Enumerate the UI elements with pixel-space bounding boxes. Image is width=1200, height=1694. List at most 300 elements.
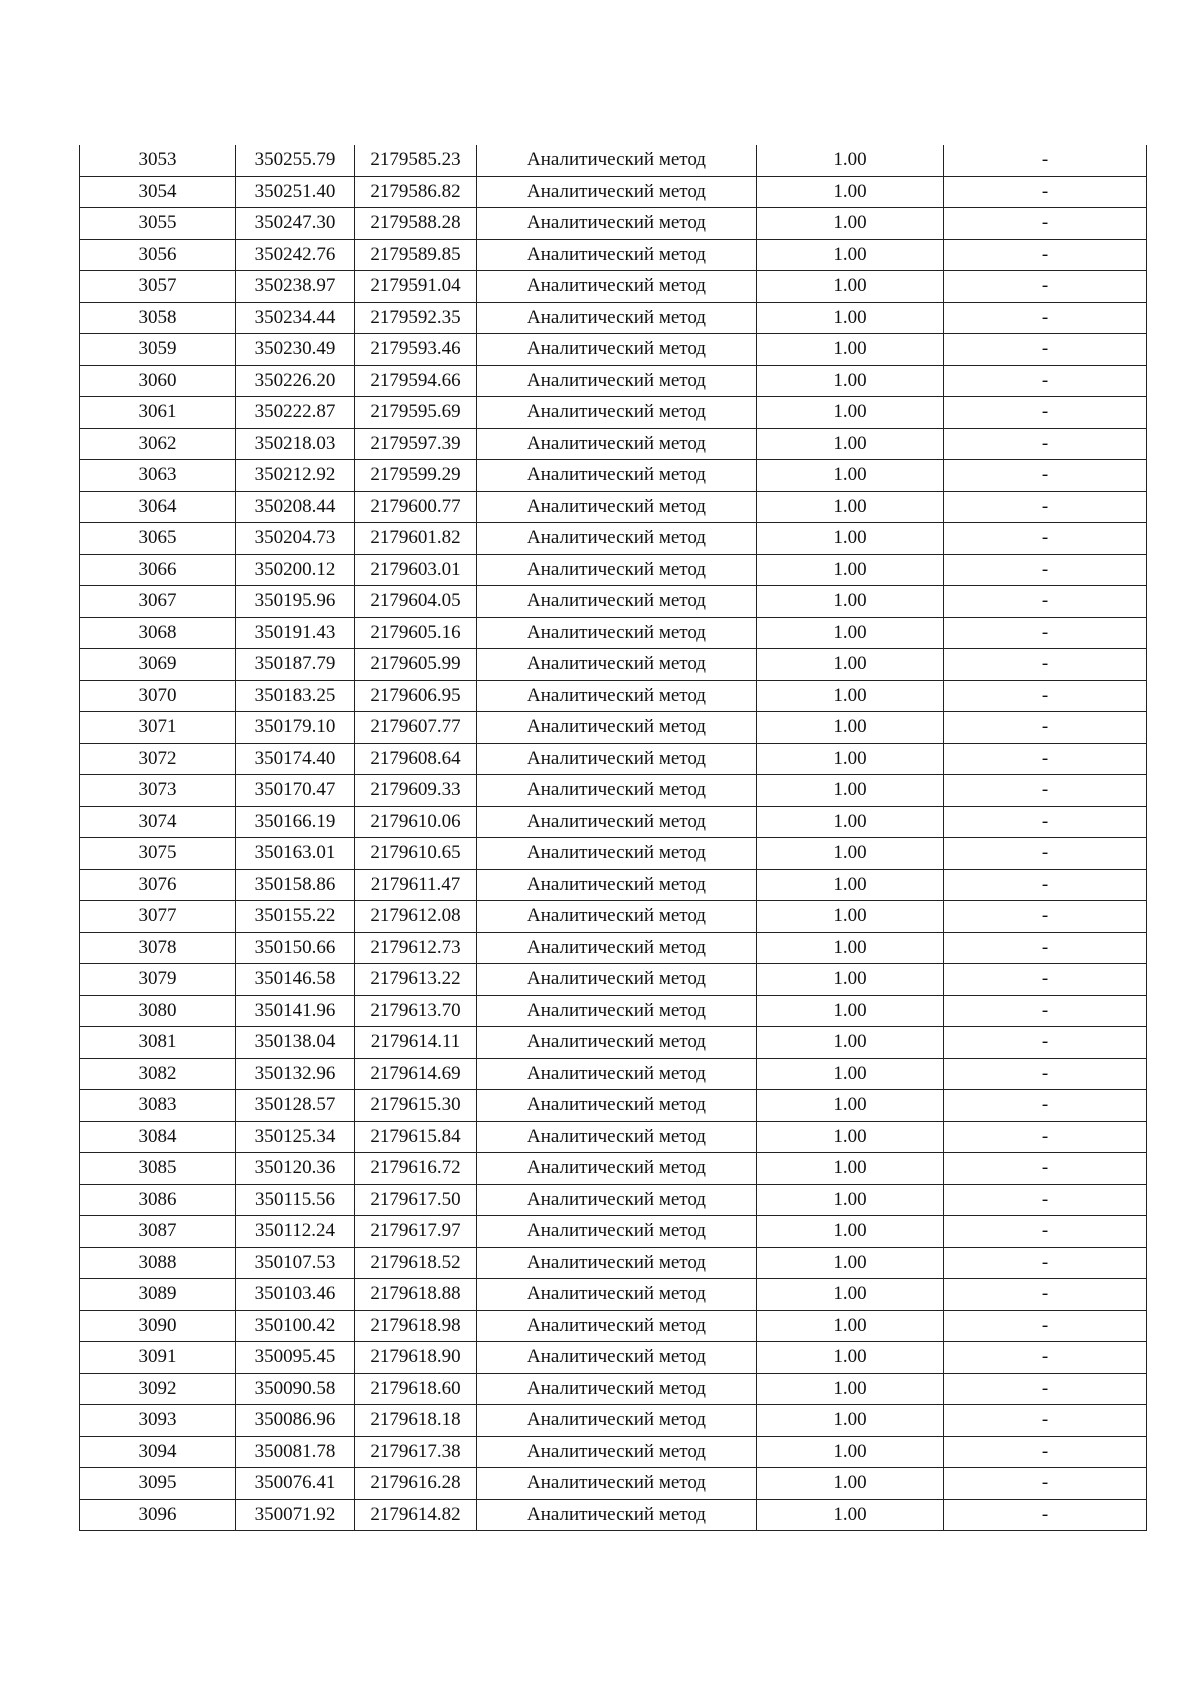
point-number-cell: 3095 <box>80 1468 236 1500</box>
table-row <box>80 1499 1147 1531</box>
method-cell: Аналитический метод <box>477 176 757 208</box>
x-coordinate-cell: 350212.92 <box>236 460 355 492</box>
accuracy-cell: 1.00 <box>757 1373 944 1405</box>
point-number-cell: 3064 <box>80 491 236 523</box>
accuracy-cell: 1.00 <box>757 334 944 366</box>
table-row <box>80 586 1147 618</box>
method-cell: Аналитический метод <box>477 1405 757 1437</box>
accuracy-cell: 1.00 <box>757 932 944 964</box>
point-number-cell: 3085 <box>80 1153 236 1185</box>
accuracy-cell: 1.00 <box>757 239 944 271</box>
y-coordinate-cell: 2179617.97 <box>355 1216 477 1248</box>
point-number-cell: 3076 <box>80 869 236 901</box>
description-cell: - <box>944 743 1147 775</box>
y-coordinate-cell: 2179618.90 <box>355 1342 477 1374</box>
method-cell: Аналитический метод <box>477 302 757 334</box>
accuracy-cell: 1.00 <box>757 1436 944 1468</box>
y-coordinate-cell: 2179618.60 <box>355 1373 477 1405</box>
point-number-cell: 3086 <box>80 1184 236 1216</box>
point-number-cell: 3081 <box>80 1027 236 1059</box>
x-coordinate-cell: 350120.36 <box>236 1153 355 1185</box>
method-cell: Аналитический метод <box>477 145 757 176</box>
x-coordinate-cell: 350251.40 <box>236 176 355 208</box>
method-cell: Аналитический метод <box>477 523 757 555</box>
table-row <box>80 838 1147 870</box>
x-coordinate-cell: 350076.41 <box>236 1468 355 1500</box>
method-cell: Аналитический метод <box>477 208 757 240</box>
point-number-cell: 3075 <box>80 838 236 870</box>
accuracy-cell: 1.00 <box>757 775 944 807</box>
y-coordinate-cell: 2179607.77 <box>355 712 477 744</box>
x-coordinate-cell: 350174.40 <box>236 743 355 775</box>
y-coordinate-cell: 2179617.50 <box>355 1184 477 1216</box>
table-row <box>80 1436 1147 1468</box>
y-coordinate-cell: 2179591.04 <box>355 271 477 303</box>
description-cell: - <box>944 1342 1147 1374</box>
table-row <box>80 995 1147 1027</box>
accuracy-cell: 1.00 <box>757 649 944 681</box>
description-cell: - <box>944 397 1147 429</box>
description-cell: - <box>944 775 1147 807</box>
table-row <box>80 1153 1147 1185</box>
method-cell: Аналитический метод <box>477 491 757 523</box>
method-cell: Аналитический метод <box>477 1247 757 1279</box>
point-number-cell: 3069 <box>80 649 236 681</box>
table-row <box>80 397 1147 429</box>
point-number-cell: 3070 <box>80 680 236 712</box>
y-coordinate-cell: 2179616.72 <box>355 1153 477 1185</box>
table-row <box>80 743 1147 775</box>
description-cell: - <box>944 491 1147 523</box>
method-cell: Аналитический метод <box>477 1468 757 1500</box>
coordinates-table <box>79 145 1147 1531</box>
point-number-cell: 3067 <box>80 586 236 618</box>
table-row <box>80 239 1147 271</box>
y-coordinate-cell: 2179585.23 <box>355 145 477 176</box>
y-coordinate-cell: 2179618.98 <box>355 1310 477 1342</box>
method-cell: Аналитический метод <box>477 775 757 807</box>
x-coordinate-cell: 350183.25 <box>236 680 355 712</box>
method-cell: Аналитический метод <box>477 1373 757 1405</box>
method-cell: Аналитический метод <box>477 365 757 397</box>
description-cell: - <box>944 806 1147 838</box>
method-cell: Аналитический метод <box>477 995 757 1027</box>
accuracy-cell: 1.00 <box>757 869 944 901</box>
description-cell: - <box>944 964 1147 996</box>
x-coordinate-cell: 350081.78 <box>236 1436 355 1468</box>
x-coordinate-cell: 350191.43 <box>236 617 355 649</box>
method-cell: Аналитический метод <box>477 1279 757 1311</box>
x-coordinate-cell: 350230.49 <box>236 334 355 366</box>
table-row <box>80 523 1147 555</box>
y-coordinate-cell: 2179592.35 <box>355 302 477 334</box>
method-cell: Аналитический метод <box>477 1090 757 1122</box>
table-row <box>80 1279 1147 1311</box>
method-cell: Аналитический метод <box>477 334 757 366</box>
description-cell: - <box>944 1499 1147 1531</box>
x-coordinate-cell: 350247.30 <box>236 208 355 240</box>
y-coordinate-cell: 2179603.01 <box>355 554 477 586</box>
y-coordinate-cell: 2179608.64 <box>355 743 477 775</box>
table-row <box>80 1310 1147 1342</box>
y-coordinate-cell: 2179613.70 <box>355 995 477 1027</box>
point-number-cell: 3088 <box>80 1247 236 1279</box>
description-cell: - <box>944 1310 1147 1342</box>
x-coordinate-cell: 350238.97 <box>236 271 355 303</box>
table-row <box>80 712 1147 744</box>
method-cell: Аналитический метод <box>477 743 757 775</box>
table-row <box>80 1058 1147 1090</box>
y-coordinate-cell: 2179605.99 <box>355 649 477 681</box>
method-cell: Аналитический метод <box>477 239 757 271</box>
coordinates-table-body <box>80 145 1147 1531</box>
description-cell: - <box>944 932 1147 964</box>
accuracy-cell: 1.00 <box>757 1279 944 1311</box>
description-cell: - <box>944 1184 1147 1216</box>
point-number-cell: 3087 <box>80 1216 236 1248</box>
method-cell: Аналитический метод <box>477 1342 757 1374</box>
description-cell: - <box>944 586 1147 618</box>
accuracy-cell: 1.00 <box>757 617 944 649</box>
x-coordinate-cell: 350086.96 <box>236 1405 355 1437</box>
y-coordinate-cell: 2179617.38 <box>355 1436 477 1468</box>
table-row <box>80 554 1147 586</box>
description-cell: - <box>944 365 1147 397</box>
point-number-cell: 3089 <box>80 1279 236 1311</box>
description-cell: - <box>944 680 1147 712</box>
accuracy-cell: 1.00 <box>757 397 944 429</box>
table-row <box>80 460 1147 492</box>
accuracy-cell: 1.00 <box>757 176 944 208</box>
method-cell: Аналитический метод <box>477 964 757 996</box>
method-cell: Аналитический метод <box>477 586 757 618</box>
accuracy-cell: 1.00 <box>757 428 944 460</box>
method-cell: Аналитический метод <box>477 806 757 838</box>
accuracy-cell: 1.00 <box>757 145 944 176</box>
x-coordinate-cell: 350103.46 <box>236 1279 355 1311</box>
x-coordinate-cell: 350146.58 <box>236 964 355 996</box>
x-coordinate-cell: 350218.03 <box>236 428 355 460</box>
description-cell: - <box>944 239 1147 271</box>
y-coordinate-cell: 2179597.39 <box>355 428 477 460</box>
x-coordinate-cell: 350195.96 <box>236 586 355 618</box>
point-number-cell: 3091 <box>80 1342 236 1374</box>
y-coordinate-cell: 2179612.73 <box>355 932 477 964</box>
accuracy-cell: 1.00 <box>757 1027 944 1059</box>
description-cell: - <box>944 145 1147 176</box>
x-coordinate-cell: 350150.66 <box>236 932 355 964</box>
description-cell: - <box>944 334 1147 366</box>
description-cell: - <box>944 649 1147 681</box>
y-coordinate-cell: 2179586.82 <box>355 176 477 208</box>
y-coordinate-cell: 2179610.06 <box>355 806 477 838</box>
point-number-cell: 3071 <box>80 712 236 744</box>
description-cell: - <box>944 554 1147 586</box>
accuracy-cell: 1.00 <box>757 523 944 555</box>
accuracy-cell: 1.00 <box>757 554 944 586</box>
x-coordinate-cell: 350107.53 <box>236 1247 355 1279</box>
y-coordinate-cell: 2179618.88 <box>355 1279 477 1311</box>
accuracy-cell: 1.00 <box>757 1468 944 1500</box>
y-coordinate-cell: 2179614.82 <box>355 1499 477 1531</box>
point-number-cell: 3094 <box>80 1436 236 1468</box>
description-cell: - <box>944 1279 1147 1311</box>
method-cell: Аналитический метод <box>477 1216 757 1248</box>
table-row <box>80 491 1147 523</box>
description-cell: - <box>944 302 1147 334</box>
method-cell: Аналитический метод <box>477 397 757 429</box>
method-cell: Аналитический метод <box>477 554 757 586</box>
y-coordinate-cell: 2179606.95 <box>355 680 477 712</box>
x-coordinate-cell: 350115.56 <box>236 1184 355 1216</box>
accuracy-cell: 1.00 <box>757 302 944 334</box>
point-number-cell: 3068 <box>80 617 236 649</box>
accuracy-cell: 1.00 <box>757 995 944 1027</box>
table-row <box>80 680 1147 712</box>
x-coordinate-cell: 350208.44 <box>236 491 355 523</box>
x-coordinate-cell: 350090.58 <box>236 1373 355 1405</box>
x-coordinate-cell: 350128.57 <box>236 1090 355 1122</box>
point-number-cell: 3092 <box>80 1373 236 1405</box>
method-cell: Аналитический метод <box>477 901 757 933</box>
accuracy-cell: 1.00 <box>757 1499 944 1531</box>
point-number-cell: 3057 <box>80 271 236 303</box>
x-coordinate-cell: 350155.22 <box>236 901 355 933</box>
x-coordinate-cell: 350095.45 <box>236 1342 355 1374</box>
accuracy-cell: 1.00 <box>757 743 944 775</box>
method-cell: Аналитический метод <box>477 1121 757 1153</box>
accuracy-cell: 1.00 <box>757 365 944 397</box>
description-cell: - <box>944 995 1147 1027</box>
y-coordinate-cell: 2179604.05 <box>355 586 477 618</box>
table-row <box>80 932 1147 964</box>
y-coordinate-cell: 2179589.85 <box>355 239 477 271</box>
point-number-cell: 3059 <box>80 334 236 366</box>
accuracy-cell: 1.00 <box>757 964 944 996</box>
point-number-cell: 3093 <box>80 1405 236 1437</box>
accuracy-cell: 1.00 <box>757 838 944 870</box>
description-cell: - <box>944 1153 1147 1185</box>
description-cell: - <box>944 523 1147 555</box>
description-cell: - <box>944 1468 1147 1500</box>
y-coordinate-cell: 2179601.82 <box>355 523 477 555</box>
method-cell: Аналитический метод <box>477 869 757 901</box>
method-cell: Аналитический метод <box>477 617 757 649</box>
point-number-cell: 3058 <box>80 302 236 334</box>
description-cell: - <box>944 428 1147 460</box>
x-coordinate-cell: 350166.19 <box>236 806 355 838</box>
table-row <box>80 1216 1147 1248</box>
table-row <box>80 428 1147 460</box>
table-row <box>80 964 1147 996</box>
description-cell: - <box>944 1027 1147 1059</box>
table-row <box>80 271 1147 303</box>
point-number-cell: 3054 <box>80 176 236 208</box>
table-row <box>80 1090 1147 1122</box>
accuracy-cell: 1.00 <box>757 1342 944 1374</box>
point-number-cell: 3055 <box>80 208 236 240</box>
accuracy-cell: 1.00 <box>757 1153 944 1185</box>
accuracy-cell: 1.00 <box>757 1090 944 1122</box>
description-cell: - <box>944 1216 1147 1248</box>
x-coordinate-cell: 350100.42 <box>236 1310 355 1342</box>
x-coordinate-cell: 350226.20 <box>236 365 355 397</box>
method-cell: Аналитический метод <box>477 932 757 964</box>
accuracy-cell: 1.00 <box>757 806 944 838</box>
y-coordinate-cell: 2179618.52 <box>355 1247 477 1279</box>
accuracy-cell: 1.00 <box>757 901 944 933</box>
x-coordinate-cell: 350170.47 <box>236 775 355 807</box>
y-coordinate-cell: 2179600.77 <box>355 491 477 523</box>
description-cell: - <box>944 712 1147 744</box>
table-row <box>80 334 1147 366</box>
point-number-cell: 3062 <box>80 428 236 460</box>
accuracy-cell: 1.00 <box>757 460 944 492</box>
x-coordinate-cell: 350200.12 <box>236 554 355 586</box>
point-number-cell: 3080 <box>80 995 236 1027</box>
y-coordinate-cell: 2179618.18 <box>355 1405 477 1437</box>
description-cell: - <box>944 208 1147 240</box>
point-number-cell: 3066 <box>80 554 236 586</box>
method-cell: Аналитический метод <box>477 1027 757 1059</box>
table-row <box>80 901 1147 933</box>
x-coordinate-cell: 350141.96 <box>236 995 355 1027</box>
table-row <box>80 806 1147 838</box>
accuracy-cell: 1.00 <box>757 1310 944 1342</box>
table-row <box>80 1184 1147 1216</box>
table-row <box>80 617 1147 649</box>
description-cell: - <box>944 1090 1147 1122</box>
point-number-cell: 3060 <box>80 365 236 397</box>
x-coordinate-cell: 350071.92 <box>236 1499 355 1531</box>
x-coordinate-cell: 350204.73 <box>236 523 355 555</box>
point-number-cell: 3065 <box>80 523 236 555</box>
y-coordinate-cell: 2179610.65 <box>355 838 477 870</box>
point-number-cell: 3090 <box>80 1310 236 1342</box>
method-cell: Аналитический метод <box>477 460 757 492</box>
point-number-cell: 3077 <box>80 901 236 933</box>
y-coordinate-cell: 2179615.84 <box>355 1121 477 1153</box>
method-cell: Аналитический метод <box>477 1310 757 1342</box>
point-number-cell: 3079 <box>80 964 236 996</box>
x-coordinate-cell: 350158.86 <box>236 869 355 901</box>
method-cell: Аналитический метод <box>477 1436 757 1468</box>
accuracy-cell: 1.00 <box>757 586 944 618</box>
y-coordinate-cell: 2179614.69 <box>355 1058 477 1090</box>
description-cell: - <box>944 901 1147 933</box>
x-coordinate-cell: 350242.76 <box>236 239 355 271</box>
point-number-cell: 3063 <box>80 460 236 492</box>
y-coordinate-cell: 2179593.46 <box>355 334 477 366</box>
x-coordinate-cell: 350132.96 <box>236 1058 355 1090</box>
accuracy-cell: 1.00 <box>757 712 944 744</box>
description-cell: - <box>944 617 1147 649</box>
method-cell: Аналитический метод <box>477 649 757 681</box>
point-number-cell: 3096 <box>80 1499 236 1531</box>
accuracy-cell: 1.00 <box>757 680 944 712</box>
table-row <box>80 302 1147 334</box>
table-row <box>80 145 1147 176</box>
table-row <box>80 208 1147 240</box>
point-number-cell: 3072 <box>80 743 236 775</box>
description-cell: - <box>944 1247 1147 1279</box>
y-coordinate-cell: 2179612.08 <box>355 901 477 933</box>
y-coordinate-cell: 2179611.47 <box>355 869 477 901</box>
point-number-cell: 3083 <box>80 1090 236 1122</box>
x-coordinate-cell: 350187.79 <box>236 649 355 681</box>
y-coordinate-cell: 2179615.30 <box>355 1090 477 1122</box>
method-cell: Аналитический метод <box>477 271 757 303</box>
method-cell: Аналитический метод <box>477 428 757 460</box>
description-cell: - <box>944 1058 1147 1090</box>
accuracy-cell: 1.00 <box>757 1184 944 1216</box>
accuracy-cell: 1.00 <box>757 1247 944 1279</box>
description-cell: - <box>944 838 1147 870</box>
method-cell: Аналитический метод <box>477 1499 757 1531</box>
method-cell: Аналитический метод <box>477 1184 757 1216</box>
accuracy-cell: 1.00 <box>757 491 944 523</box>
y-coordinate-cell: 2179613.22 <box>355 964 477 996</box>
description-cell: - <box>944 869 1147 901</box>
table-row <box>80 176 1147 208</box>
table-row <box>80 1405 1147 1437</box>
y-coordinate-cell: 2179595.69 <box>355 397 477 429</box>
point-number-cell: 3082 <box>80 1058 236 1090</box>
table-row <box>80 649 1147 681</box>
description-cell: - <box>944 1121 1147 1153</box>
method-cell: Аналитический метод <box>477 1058 757 1090</box>
method-cell: Аналитический метод <box>477 1153 757 1185</box>
x-coordinate-cell: 350234.44 <box>236 302 355 334</box>
y-coordinate-cell: 2179616.28 <box>355 1468 477 1500</box>
table-row <box>80 775 1147 807</box>
table-row <box>80 1027 1147 1059</box>
point-number-cell: 3074 <box>80 806 236 838</box>
point-number-cell: 3061 <box>80 397 236 429</box>
accuracy-cell: 1.00 <box>757 1058 944 1090</box>
accuracy-cell: 1.00 <box>757 271 944 303</box>
table-row <box>80 1373 1147 1405</box>
table-row <box>80 869 1147 901</box>
accuracy-cell: 1.00 <box>757 1216 944 1248</box>
x-coordinate-cell: 350222.87 <box>236 397 355 429</box>
y-coordinate-cell: 2179605.16 <box>355 617 477 649</box>
method-cell: Аналитический метод <box>477 712 757 744</box>
description-cell: - <box>944 271 1147 303</box>
x-coordinate-cell: 350255.79 <box>236 145 355 176</box>
description-cell: - <box>944 176 1147 208</box>
y-coordinate-cell: 2179614.11 <box>355 1027 477 1059</box>
table-row <box>80 1342 1147 1374</box>
method-cell: Аналитический метод <box>477 680 757 712</box>
x-coordinate-cell: 350179.10 <box>236 712 355 744</box>
table-row <box>80 365 1147 397</box>
accuracy-cell: 1.00 <box>757 208 944 240</box>
y-coordinate-cell: 2179588.28 <box>355 208 477 240</box>
table-row <box>80 1121 1147 1153</box>
description-cell: - <box>944 460 1147 492</box>
table-row <box>80 1468 1147 1500</box>
point-number-cell: 3053 <box>80 145 236 176</box>
description-cell: - <box>944 1373 1147 1405</box>
table-row <box>80 1247 1147 1279</box>
accuracy-cell: 1.00 <box>757 1121 944 1153</box>
point-number-cell: 3084 <box>80 1121 236 1153</box>
description-cell: - <box>944 1405 1147 1437</box>
x-coordinate-cell: 350125.34 <box>236 1121 355 1153</box>
y-coordinate-cell: 2179594.66 <box>355 365 477 397</box>
point-number-cell: 3056 <box>80 239 236 271</box>
